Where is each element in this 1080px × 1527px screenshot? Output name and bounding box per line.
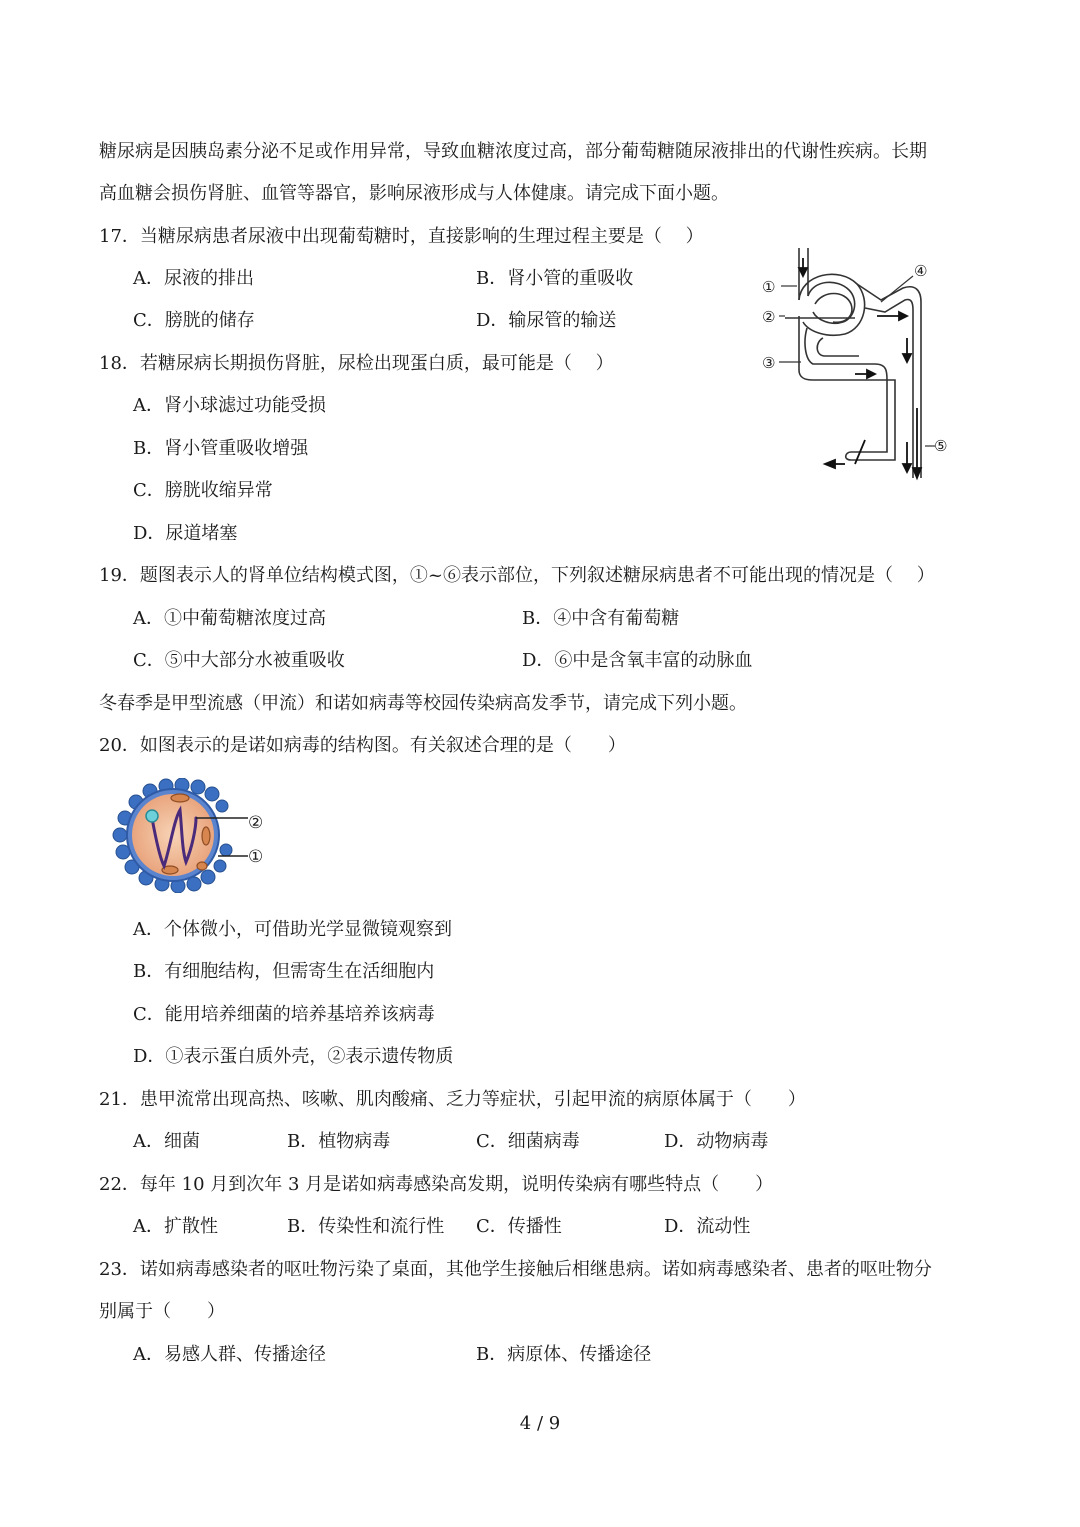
nephron-label-2: ② <box>762 308 776 326</box>
intro-text-line-2: 高血糖会损伤肾脏、血管等器官，影响尿液形成与人体健康。请完成下面小题。 <box>99 183 729 204</box>
q23-stem-line-1: 23．诺如病毒感染者的呕吐物污染了桌面，其他学生接触后相继患病。诺如病毒感染者、患者的呕吐物分 <box>99 1259 932 1280</box>
nephron-label-1: ① <box>762 278 776 296</box>
q18-option-b: B．肾小管重吸收增强 <box>133 438 309 459</box>
q20-option-a: A．个体微小，可借助光学显微镜观察到 <box>133 919 452 940</box>
page-number: 4 / 9 <box>519 1413 561 1434</box>
q22-option-b: B．传染性和流行性 <box>287 1216 445 1237</box>
q19-option-b: B．④中含有葡萄糖 <box>522 608 680 629</box>
q17-option-d: D．输尿管的输送 <box>476 310 617 331</box>
norovirus-diagram <box>110 778 275 893</box>
q20-option-d: D．①表示蛋白质外壳，②表示遗传物质 <box>133 1046 454 1067</box>
q21-option-c: C．细菌病毒 <box>476 1131 580 1152</box>
q17-option-b: B．肾小管的重吸收 <box>476 268 634 289</box>
q22-stem: 22．每年 10 月到次年 3 月是诺如病毒感染高发期，说明传染病有哪些特点（ ） <box>99 1174 774 1195</box>
q19-option-d: D．⑥中是含氧丰富的动脉血 <box>522 650 753 671</box>
virus-label-1: ① <box>248 847 264 867</box>
q19-option-c: C．⑤中大部分水被重吸收 <box>133 650 345 671</box>
q22-option-a: A．扩散性 <box>133 1216 218 1237</box>
q21-option-d: D．动物病毒 <box>664 1131 769 1152</box>
q21-stem: 21．患甲流常出现高热、咳嗽、肌肉酸痛、乏力等症状，引起甲流的病原体属于（ ） <box>99 1089 806 1110</box>
q22-option-d: D．流动性 <box>664 1216 751 1237</box>
q17-option-c: C．膀胱的储存 <box>133 310 255 331</box>
q21-option-a: A．细菌 <box>133 1131 200 1152</box>
q18-option-c: C．膀胱收缩异常 <box>133 480 273 501</box>
virus-label-2: ② <box>248 813 264 833</box>
q23-option-b: B．病原体、传播途径 <box>476 1344 652 1365</box>
intro-text-2: 冬春季是甲型流感（甲流）和诺如病毒等校园传染病高发季节，请完成下列小题。 <box>99 693 747 714</box>
q17-stem: 17．当糖尿病患者尿液中出现葡萄糖时，直接影响的生理过程主要是（ ） <box>99 226 704 247</box>
q18-stem: 18．若糖尿病长期损伤肾脏，尿检出现蛋白质，最可能是（ ） <box>99 353 614 374</box>
q19-stem: 19．题图表示人的肾单位结构模式图，①~⑥表示部位，下列叙述糖尿病患者不可能出现的情况是（ ） <box>99 565 935 586</box>
nephron-diagram <box>755 238 965 493</box>
q19-option-a: A．①中葡萄糖浓度过高 <box>133 608 326 629</box>
q18-option-a: A．肾小球滤过功能受损 <box>133 395 326 416</box>
q20-option-c: C．能用培养细菌的培养基培养该病毒 <box>133 1004 435 1025</box>
nephron-label-4: ④ <box>914 262 928 280</box>
nephron-label-5: ⑤ <box>934 437 948 455</box>
q21-option-b: B．植物病毒 <box>287 1131 391 1152</box>
intro-text-line-1: 糖尿病是因胰岛素分泌不足或作用异常，导致血糖浓度过高，部分葡萄糖随尿液排出的代谢性疾病。长期 <box>99 141 927 162</box>
nephron-label-3: ③ <box>762 354 776 372</box>
q23-stem-line-2: 别属于（ ） <box>99 1301 225 1322</box>
q23-option-a: A．易感人群、传播途径 <box>133 1344 326 1365</box>
q20-stem: 20．如图表示的是诺如病毒的结构图。有关叙述合理的是（ ） <box>99 735 626 756</box>
q17-option-a: A．尿液的排出 <box>133 268 254 289</box>
q22-option-c: C．传播性 <box>476 1216 562 1237</box>
q18-option-d: D．尿道堵塞 <box>133 523 238 544</box>
q20-option-b: B．有细胞结构，但需寄生在活细胞内 <box>133 961 435 982</box>
